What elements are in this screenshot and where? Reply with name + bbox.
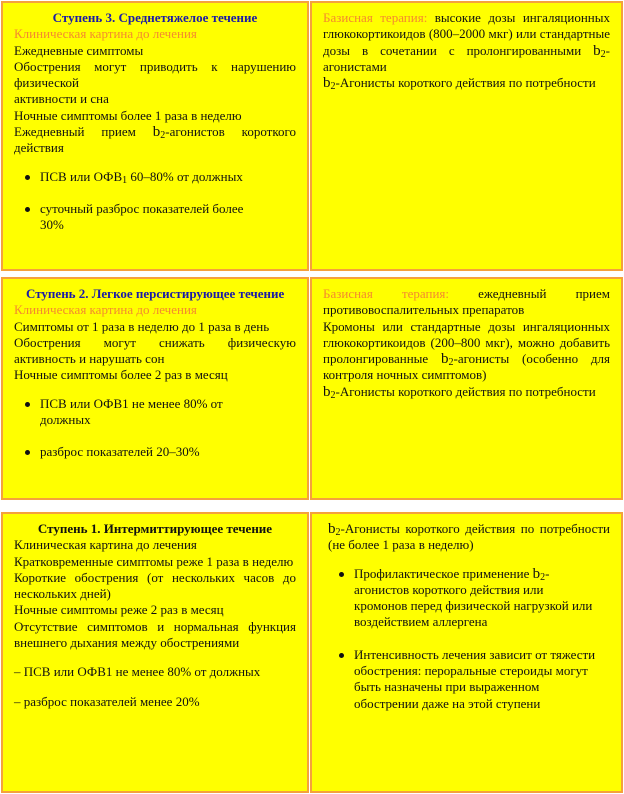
step2-line: Симптомы от 1 раза в неделю до 1 раза в день xyxy=(14,318,270,334)
list-item: ПСВ или ОФВ1 не менее 80% от должных xyxy=(40,396,296,429)
step3-line: Ночные симптомы более 1 раза в неделю xyxy=(14,107,242,123)
therapy-label: Базисная терапия: xyxy=(323,10,428,25)
step1-bullet-list xyxy=(328,566,610,712)
step3-clinical-panel xyxy=(1,1,309,271)
step1-therapy-text: $b_2$-Агонисты короткого действия по потребности (не более 1 раза в неделю) xyxy=(328,521,610,553)
therapy-label: Базисная терапия: xyxy=(323,286,449,301)
step2-line: Обострения могут снижать физическую активность и нарушать сон xyxy=(14,334,296,367)
list-item: ПСВ или $ОФВ_1$ 60–80% от должных xyxy=(40,169,296,185)
step2-therapy-text2: Кромоны или стандартные дозы ингаляционных глюкокортикоидов (200–800 мкг), можно добавить пролонгированные $b_2$-агонисты (особенно для контроля ночных симптомов) xyxy=(323,318,610,383)
step3-clinical-label: Клиническая картина до лечения xyxy=(14,26,197,42)
step2-therapy-text3: $b_2$-Агонисты короткого действия по потребности xyxy=(323,383,596,401)
step3-therapy-panel xyxy=(310,1,623,271)
step1-clinical-panel xyxy=(1,512,309,793)
list-item: Профилактическое применение $b_2$-агонистов короткого действия или кромонов перед физической нагрузкой или воздействием аллергена xyxy=(354,566,610,631)
step1-line: – разброс показателей менее 20% xyxy=(14,693,200,709)
step1-line: – ПСВ или ОФВ1 не менее 80% от должных xyxy=(14,664,261,680)
step3-line: Ежедневные симптомы xyxy=(14,42,144,58)
step3-daily-line: Ежедневный прием $b_2$-агонистов короткого действия xyxy=(14,124,296,156)
step1-title: Ступень 1. Интермиттирующее течение xyxy=(37,521,273,536)
step1-therapy-panel xyxy=(310,512,623,793)
step1-clinical-label: Клиническая картина до лечения xyxy=(14,537,197,553)
step2-therapy-panel xyxy=(310,277,623,500)
step2-therapy-text: Базисная терапия: ежедневный прием противовоспалительных препаратов xyxy=(323,286,610,318)
step3-bullet-list xyxy=(14,169,296,234)
step3-line: активности и сна xyxy=(14,91,109,107)
step1-line: Кратковременные симптомы реже 1 раза в неделю xyxy=(14,553,294,569)
step1-line: Отсутствие симптомов и нормальная функция внешнего дыхания между обострениями xyxy=(14,618,296,651)
step3-line: Обострения могут приводить к нарушению физической xyxy=(14,58,296,91)
step2-line: Ночные симптомы более 2 раз в месяц xyxy=(14,367,228,383)
list-item: суточный разброс показателей более 30% xyxy=(40,201,296,234)
step2-bullet-list xyxy=(14,396,296,461)
step1-line: Ночные симптомы реже 2 раз в месяц xyxy=(14,602,224,618)
step1-line: Короткие обострения (от нескольких часов до нескольких дней) xyxy=(14,569,296,602)
step2-title: Ступень 2. Легкое персистирующее течение xyxy=(26,286,285,301)
list-item: Интенсивность лечения зависит от тяжести обострения: пероральные стероиды могут быть назначены при выраженном обострении даже на этой ступени xyxy=(354,647,610,712)
step2-clinical-label: Клиническая картина до лечения xyxy=(14,302,197,318)
step2-clinical-panel xyxy=(1,277,309,500)
step3-title: Ступень 3. Среднетяжелое течение xyxy=(52,10,258,25)
step3-therapy-text: Базисная терапия: высокие дозы ингаляционных глюкокортикоидов (800–2000 мкг) или стандартные дозы в сочетании с пролонгированными $b_2$-агонистами xyxy=(323,10,610,74)
step3-therapy-text2: $b_2$-Агонисты короткого действия по потребности xyxy=(323,75,596,93)
list-item: разброс показателей 20–30% xyxy=(40,444,296,460)
